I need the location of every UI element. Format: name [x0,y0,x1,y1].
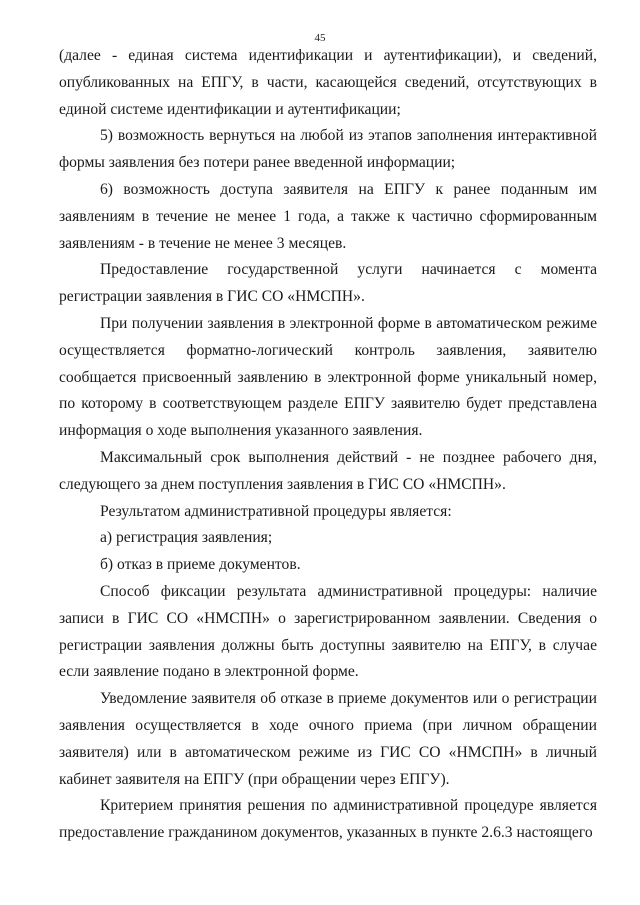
paragraph-service-start: Предоставление государственной услуги начинается с момента регистрации заявления в ГИС СО «НМСПН». [59,261,597,306]
paragraph-result-a: а) регистрация заявления; [100,529,273,547]
paragraph-electronic-receipt: При получении заявления в электронной форме в автоматическом режиме осуществляется форматно-логический контроль заявления, заявителю сообщается присвоенный заявлению в электронной форме уникальный номер, по которому в соответствующем разделе ЕПГУ заявителю будет представлена информация о ходе выполнения указанного заявления. [59,314,597,440]
paragraph-notification: Уведомление заявителя об отказе в приеме документов или о регистрации заявления осуществляется в ходе очного приема (при личном обращении заявителя) или в автоматическом режиме из ГИС СО «НМСПН» в личный кабинет заявителя на ЕПГУ (при обращении через ЕПГУ). [59,690,597,788]
paragraph-fixation-method: Способ фиксации результата административной процедуры: наличие записи в ГИС СО «НМСПН» о зарегистрированном заявлении. Сведения о регистрации заявления должны быть доступны заявителю на ЕПГУ, в случае если заявление подано в электронной форме. [59,582,597,681]
paragraph-item-5: 5) возможность вернуться на любой из этапов заполнения интерактивной формы заявления без потери ранее введенной информации; [59,127,597,172]
paragraph-result-b: б) отказ в приеме документов. [100,556,301,574]
paragraph-result-intro: Результатом административной процедуры является: [100,502,452,520]
document-body [59,43,597,847]
paragraph-item-6: 6) возможность доступа заявителя на ЕПГУ к ранее поданным им заявлениям в течение не менее 1 года, а также к частично сформированным заявлениям - в течение не менее 3 месяцев. [59,180,597,252]
paragraph-continuation: (далее - единая система идентификации и аутентификации), и сведений, опубликованных на ЕПГУ, в части, касающейся сведений, отсутствующих в единой системе идентификации и аутентификации; [59,47,597,118]
paragraph-max-term: Максимальный срок выполнения действий - не позднее рабочего дня, следующего за днем поступления заявления в ГИС СО «НМСПН». [59,448,597,493]
page-number: 45 [314,32,326,44]
paragraph-decision-criterion: Критерием принятия решения по административной процедуре является предоставление гражданином документов, указанных в пункте 2.6.3 настоящего [59,797,597,842]
